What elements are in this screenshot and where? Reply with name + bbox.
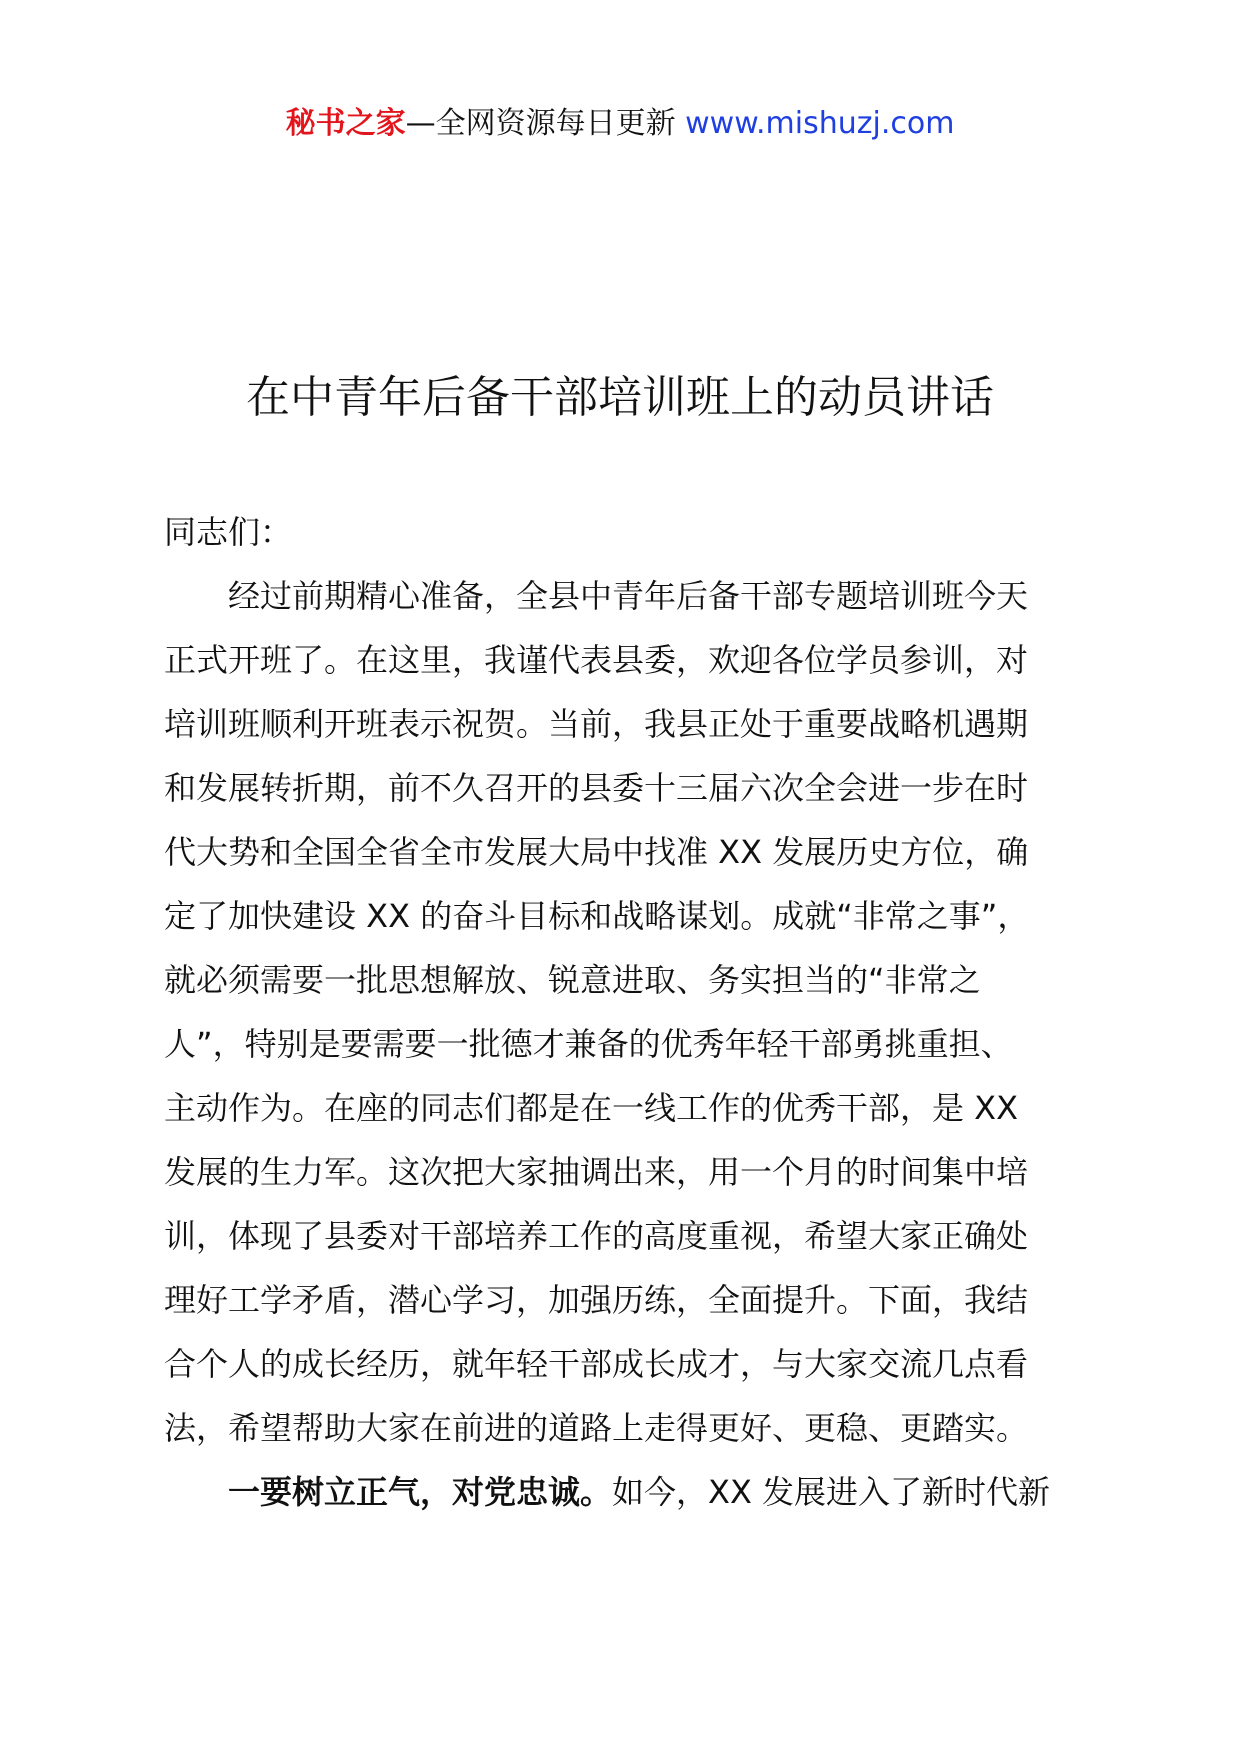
point-paragraph (164, 1460, 1084, 1524)
document-title: 在中青年后备干部培训班上的动员讲话 (246, 372, 994, 423)
site-brand: 秘书之家 (285, 106, 406, 141)
paragraph-line: 正式开班了。在这里，我谨代表县委，欢迎各位学员参训，对 (164, 641, 1029, 679)
paragraph-line: 就必须需要一批思想解放、锐意进取、务实担当的“非常之 (164, 961, 981, 999)
paragraph-line: 和发展转折期，前不久召开的县委十三届六次全会进一步在时 (164, 769, 1029, 807)
point-heading: 一要树立正气，对党忠诚。 (228, 1473, 613, 1511)
paragraph-line: 法，希望帮助大家在前进的道路上走得更好、更稳、更踏实。 (164, 1409, 1029, 1447)
site-tagline: —全网资源每日更新 (405, 106, 686, 141)
document-body (164, 500, 1084, 1524)
salutation: 同志们： (164, 513, 293, 551)
paragraph-line: 发展的生力军。这次把大家抽调出来，用一个月的时间集中培 (164, 1153, 1029, 1191)
site-url: www.mishuzj.com (685, 106, 955, 141)
site-header (0, 104, 1240, 144)
paragraph-line: 人”，特别是要需要一批德才兼备的优秀年轻干部勇挑重担、 (164, 1025, 1013, 1063)
paragraph-line: 主动作为。在座的同志们都是在一线工作的优秀干部，是 XX (164, 1089, 1019, 1127)
paragraph-line: 定了加快建设 XX 的奋斗目标和战略谋划。成就“非常之事”， (164, 897, 1030, 935)
paragraph-line: 培训班顺利开班表示祝贺。当前，我县正处于重要战略机遇期 (164, 705, 1029, 743)
point-text: 如今，XX 发展进入了新时代新 (612, 1473, 1051, 1511)
paragraph-line: 合个人的成长经历，就年轻干部成长成才，与大家交流几点看 (164, 1345, 1029, 1383)
paragraph-line: 训，体现了县委对干部培养工作的高度重视，希望大家正确处 (164, 1217, 1029, 1255)
paragraph-line: 代大势和全国全省全市发展大局中找准 XX 发展历史方位，确 (164, 833, 1029, 871)
paragraph-line: 理好工学矛盾，潜心学习，加强历练，全面提升。下面，我结 (164, 1281, 1029, 1319)
paragraph-line: 经过前期精心准备，全县中青年后备干部专题培训班今天 (228, 577, 1029, 615)
